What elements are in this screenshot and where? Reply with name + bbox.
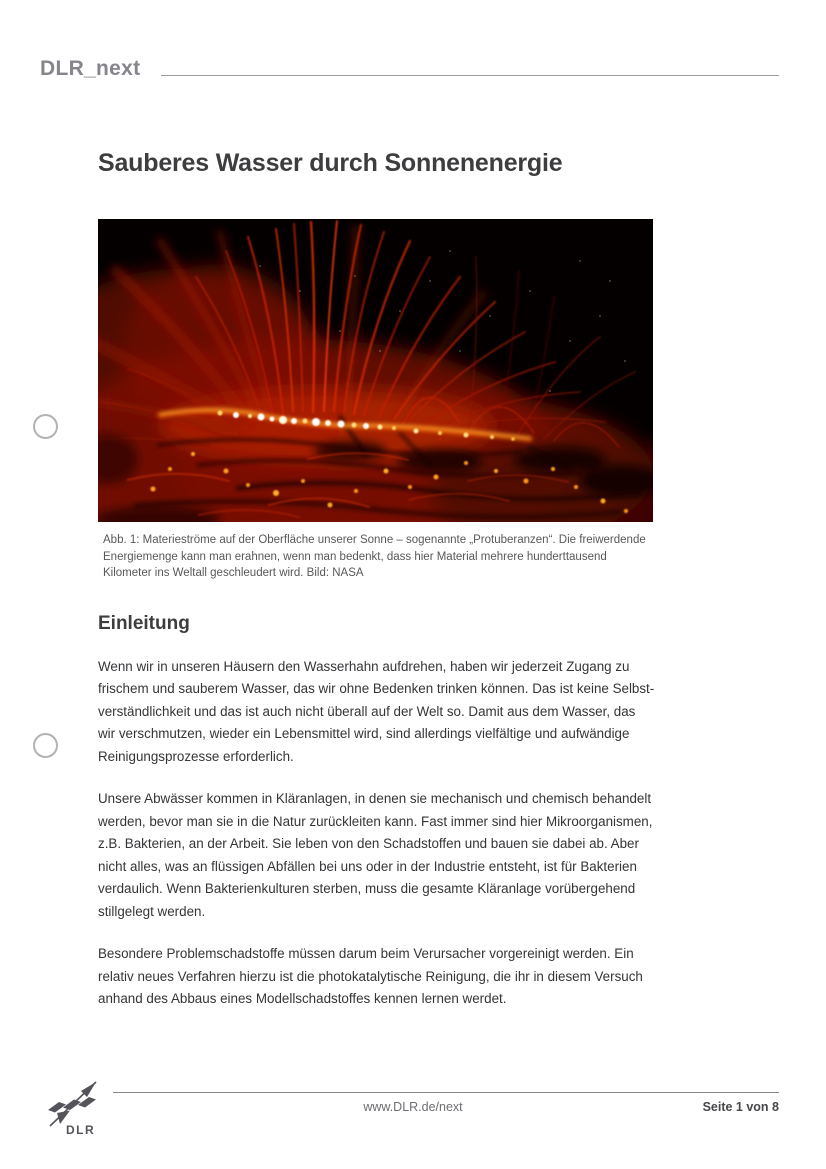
header-rule [161, 75, 779, 76]
content-area [98, 148, 655, 1011]
solar-prominences-image [98, 219, 653, 522]
footer-rule [113, 1092, 779, 1093]
footer-url: www.DLR.de/next [363, 1100, 463, 1114]
punch-hole-mark-top [33, 414, 58, 439]
figure-caption: Abb. 1: Materieströme auf der Oberfläche unserer Sonne – sogenannte „Protuberanzen“. Die freiwerdende Energiemenge kann man erahnen, wenn man bedenkt, dass hier Material mehrere hunderttausend Kilometer ins Weltall geschleudert wird. Bild: NASA [103, 534, 646, 579]
figure-solar-prominences [98, 219, 655, 582]
page-indicator: Seite 1 von 8 [702, 1100, 779, 1114]
dlr-logo-text: DLR [66, 1123, 96, 1137]
paragraph-3: Besondere Problemschadstoffe müssen darum beim Verursacher vorgereinigt werden. Ein relativ neues Verfahren hierzu ist die photokatalytische Reinigung, die ihr in diesem Versuch anhand des Abbaus eines Modellschadstoffes kennen lernen werdet. [98, 946, 643, 1006]
punch-hole-mark-bottom [33, 733, 58, 758]
brand-wordmark: DLR_next [40, 57, 141, 80]
page-title: Sauberes Wasser durch Sonnenenergie [98, 149, 563, 177]
section-heading: Einleitung [98, 612, 190, 634]
paragraph-2: Unsere Abwässer kommen in Kläranlagen, in denen sie mechanisch und chemisch behandelt werden, bevor man sie in die Natur zurückleiten kann. Fast immer sind hier Mikroorganismen, z.B. Bakterien, an der Arbeit. Sie leben von den Schadstoffen und bauen sie dabei ab. Aber nicht alles, was an flüssigen Abfällen bei uns oder in der Industrie entsteht, ist für Bakterien verdaulich. Wenn Bakterienkulturen sterben, muss die gesamte Kläranlage vorübergehend stillgelegt werden. [98, 791, 653, 919]
paragraph-1: Wenn wir in unseren Häusern den Wasserhahn aufdrehen, haben wir jederzeit Zugang zu frischem und sauberem Wasser, das wir ohne Bedenken trinken können. Das ist keine Selbst-verständlichkeit und das ist auch nicht überall auf der Welt so. Damit aus dem Wasser, das wir verschmutzen, wieder ein Lebensmittel wird, sind allerdings vielfältige und aufwändige Reinigungsprozesse erforderlich. [98, 658, 655, 764]
